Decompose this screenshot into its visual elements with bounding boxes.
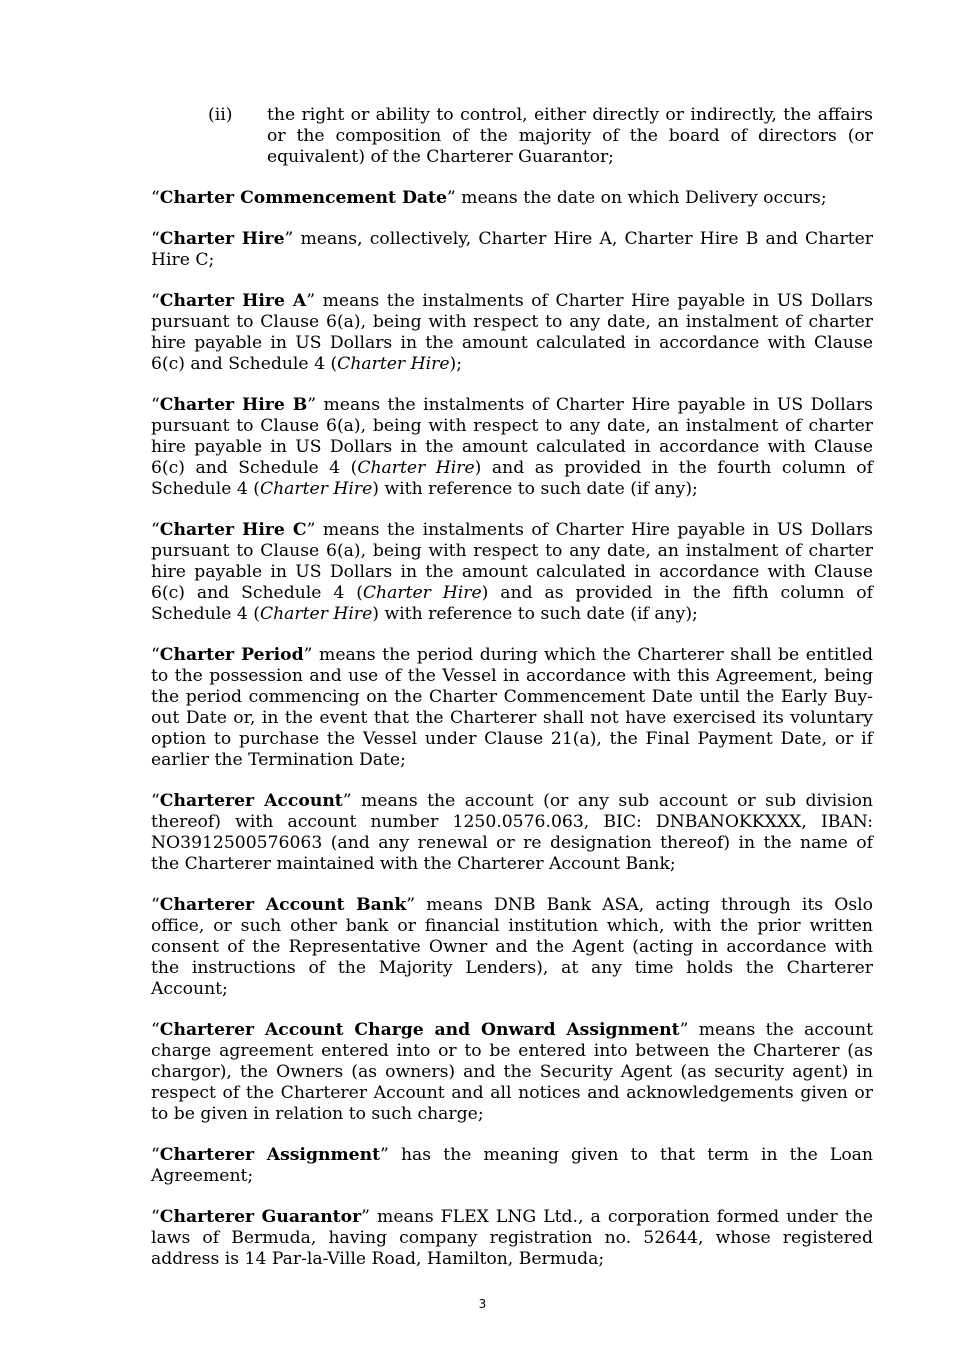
defined-term: Charter Hire C — [159, 520, 307, 540]
definition-text: means the instalments of Charter Hire payable in US Dollars pursuant to Clause 6(a), being with respect to any date, an instalment of charter hire payable in US Dollars in the amount calculated in accordance with Clause 6(c) and Schedule 4 ( — [151, 291, 873, 374]
definition-text: means the instalments of Charter Hire payable in US Dollars pursuant to Clause 6(a), being with respect to any date, an instalment of charter hire payable in US Dollars in the amount calculated in accordance with Clause 6(c) and Schedule 4 ( — [151, 520, 873, 603]
defined-term: Charterer Account Charge and Onward Assignment — [159, 1020, 680, 1040]
defined-term: Charter Hire A — [159, 291, 307, 311]
sub-clause-text: the right or ability to control, either directly or indirectly, the affairs or the composition of the majority of the board of directors (or equivalent) of the Charterer Guarantor; — [267, 105, 873, 167]
definition-text: means the account charge agreement entered into or to be entered into between the Charterer (as chargor), the Owners (as owners) and the Security Agent (as security agent) in respect of the Charterer Account and all notices and acknowledgements given or to be given in relation to such charge; — [151, 1020, 873, 1124]
definition-text: has the meaning given to that term in the Loan Agreement; — [151, 1145, 873, 1186]
definition-paragraph: “Charterer Account Charge and Onward Assignment” means the account charge agreement entered into or to be entered into between the Charterer (as chargor), the Owners (as owners) and the Security Agent (as security agent) in respect of the Charterer Account and all notices and acknowledgements given or to be given in relation to such charge; — [151, 1020, 873, 1124]
page-number: 3 — [478, 1297, 487, 1311]
cross-reference-title: Charter Hire — [259, 479, 373, 499]
defined-term: Charter Hire — [159, 229, 285, 249]
defined-term: Charterer Guarantor — [159, 1207, 362, 1227]
definition-paragraph: “Charterer Guarantor” means FLEX LNG Ltd., a corporation formed under the laws of Bermuda, having company registration no. 52644, whose registered address is 14 Par-la-Ville Road, Hamilton, Bermuda; — [151, 1207, 873, 1269]
definition-text: means, collectively, Charter Hire A, Charter Hire B and Charter Hire C; — [151, 229, 873, 270]
definition-text: ) and as provided in the fourth column of Schedule 4 ( — [151, 458, 873, 499]
definition-paragraph: “Charter Period” means the period during which the Charterer shall be entitled to the possession and use of the Vessel in accordance with this Agreement, being the period commencing on the Charter Commencement Date until the Early Buy-out Date or, in the event that the Charterer shall not have exercised its voluntary option to purchase the Vessel under Clause 21(a), the Final Payment Date, or if earlier the Termination Date; — [151, 645, 874, 770]
cross-reference-title: Charter Hire — [362, 583, 482, 603]
sub-clause-number: (ii) — [208, 105, 233, 125]
definition-paragraph: “Charter Hire A” means the instalments of Charter Hire payable in US Dollars pursuant to Clause 6(a), being with respect to any date, an instalment of charter hire payable in US Dollars in the amount calculated in accordance with Clause 6(c) and Schedule 4 (Charter Hire); — [151, 291, 873, 374]
definitions-list — [151, 188, 873, 1290]
definition-paragraph: “Charterer Account” means the account (or any sub account or sub division thereof) with account number 1250.0576.063, BIC: DNBANOKKXXX, IBAN: NO3912500576063 (and any renewal or re designation thereof) in the name of the Charterer maintained with the Charterer Account Bank; — [151, 791, 873, 874]
defined-term: Charterer Account — [159, 791, 343, 811]
definition-text: means the instalments of Charter Hire payable in US Dollars pursuant to Clause 6(a), being with respect to any date, an instalment of charter hire payable in US Dollars in the amount calculated in accordance with Clause 6(c) and Schedule 4 ( — [151, 395, 873, 478]
defined-term: Charterer Account Bank — [159, 895, 407, 915]
definition-text: means the account (or any sub account or sub division thereof) with account number 1250.0576.063, BIC: DNBANOKKXXX, IBAN: NO3912500576063 (and any renewal or re designation thereof) in the name of the Charterer maintained with the Charterer Account Bank; — [151, 791, 873, 874]
definition-paragraph: “Charter Commencement Date” means the date on which Delivery occurs; — [151, 188, 827, 208]
defined-term: Charter Hire B — [159, 395, 308, 415]
definition-text: means FLEX LNG Ltd., a corporation formed under the laws of Bermuda, having company registration no. 52644, whose registered address is 14 Par-la-Ville Road, Hamilton, Bermuda; — [151, 1207, 873, 1269]
definition-paragraph: “Charterer Account Bank” means DNB Bank ASA, acting through its Oslo office, or such other bank or financial institution which, with the prior written consent of the Representative Owner and the Agent (acting in accordance with the instructions of the Majority Lenders), at any time holds the Charterer Account; — [151, 895, 873, 999]
definition-text: means the period during which the Charterer shall be entitled to the possession and use of the Vessel in accordance with this Agreement, being the period commencing on the Charter Commencement Date until the Early Buy-out Date or, in the event that the Charterer shall not have exercised its voluntary option to purchase the Vessel under Clause 21(a), the Final Payment Date, or if earlier the Termination Date; — [151, 645, 874, 770]
definition-paragraph: “Charterer Assignment” has the meaning given to that term in the Loan Agreement; — [151, 1145, 873, 1186]
definition-paragraph: “Charter Hire” means, collectively, Charter Hire A, Charter Hire B and Charter Hire C; — [151, 229, 873, 270]
cross-reference-title: Charter Hire — [337, 354, 450, 374]
defined-term: Charterer Assignment — [159, 1145, 381, 1165]
definition-paragraph: “Charter Hire B” means the instalments of Charter Hire payable in US Dollars pursuant to Clause 6(a), being with respect to any date, an instalment of charter hire payable in US Dollars in the amount calculated in accordance with Clause 6(c) and Schedule 4 (Charter Hire) and as provided in the fourth column of Schedule 4 (Charter Hire) with reference to such date (if any); — [151, 395, 873, 499]
definition-text: ) with reference to such date (if any); — [372, 479, 698, 499]
definition-paragraph: “Charter Hire C” means the instalments of Charter Hire payable in US Dollars pursuant to Clause 6(a), being with respect to any date, an instalment of charter hire payable in US Dollars in the amount calculated in accordance with Clause 6(c) and Schedule 4 (Charter Hire) and as provided in the fifth column of Schedule 4 (Charter Hire) with reference to such date (if any); — [151, 520, 873, 624]
definition-text: means the date on which Delivery occurs; — [455, 188, 827, 208]
definition-text: ) with reference to such date (if any); — [372, 604, 698, 624]
cross-reference-title: Charter Hire — [259, 604, 373, 624]
defined-term: Charter Period — [159, 645, 304, 665]
definition-text: ) and as provided in the fifth column of Schedule 4 ( — [151, 583, 873, 624]
cross-reference-title: Charter Hire — [357, 458, 475, 478]
defined-term: Charter Commencement Date — [159, 188, 447, 208]
definition-text: means DNB Bank ASA, acting through its Oslo office, or such other bank or financial institution which, with the prior written consent of the Representative Owner and the Agent (acting in accordance with the instructions of the Majority Lenders), at any time holds the Charterer Account; — [151, 895, 873, 999]
definition-text: ); — [449, 354, 462, 374]
